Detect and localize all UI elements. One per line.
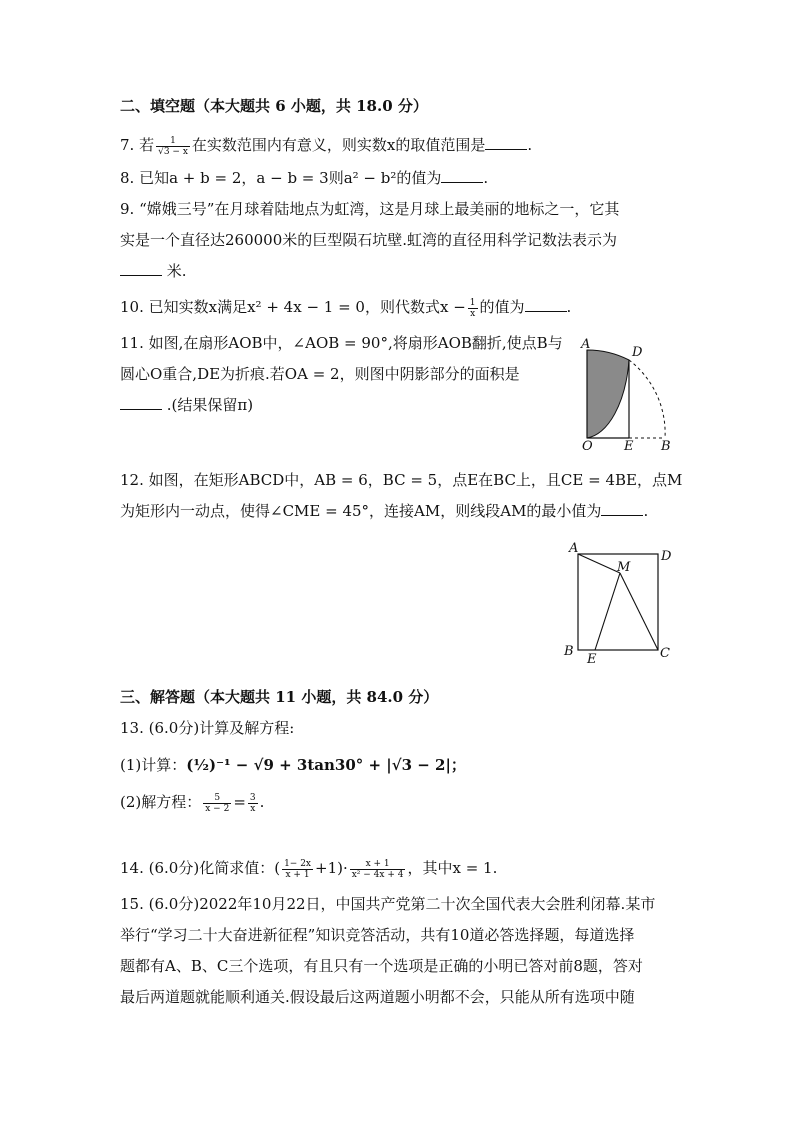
question-number: 7. [120, 136, 135, 154]
rectangle-figure [562, 540, 680, 666]
fraction: $\frac{1}{x}$ [469, 297, 476, 319]
shaded-region [587, 350, 629, 438]
answer-blank [120, 395, 162, 410]
fraction: $\frac{x + 1}{\text{x² − 4x + 4}}$ [351, 858, 404, 880]
question-number: 9. [120, 200, 135, 218]
answer-blank [525, 297, 567, 312]
question-15-line-3: 题都有A、B、C三个选项，有且只有一个选项是正确的小明已答对前8题，答对 [120, 957, 643, 975]
segment-me [595, 573, 620, 650]
question-number: 10. [120, 298, 144, 316]
question-13-part-2: (2)解方程： $\frac{5}{x - 2}$ = $\frac{3}{x}$ . [120, 792, 265, 814]
question-15-line-2: 举行“学习二十大奋进新征程”知识竞答活动，共有10道必答选择题，每道选择 [120, 926, 635, 944]
answer-blank [601, 501, 643, 516]
arc-db [629, 360, 665, 438]
question-8: 8. 已知a + b = 2，a − b = 3则a² − b²的值为 . [120, 169, 489, 187]
question-10: 10. 已知实数x满足x² + 4x − 1 = 0，则代数式x − $\frac{1}{x}$ 的值为 . [120, 297, 572, 319]
question-9: 9. “嫦娥三号”在月球着陆地点为虹湾，这是月球上最美丽的地标之一，它其 [120, 200, 620, 218]
label-a: A [569, 541, 579, 556]
label-d: D [632, 345, 643, 360]
label-b: B [661, 439, 671, 454]
section-title-answer: 三、解答题（本大题共 11 小题，共 84.0 分） [120, 688, 439, 706]
fraction: $\frac{3}{x}$ [249, 792, 256, 814]
question-number: 14. [120, 859, 144, 877]
label-b: B [564, 644, 574, 659]
label-e: E [587, 652, 597, 666]
question-number: 8. [120, 169, 135, 187]
fraction: $\frac{1}{√3 - x}$ [158, 135, 188, 157]
question-9-line-2: 实是一个直径达260000米的巨型陨石坑壁.虹湾的直径用科学记数法表示为 [120, 231, 618, 249]
label-d: D [661, 549, 672, 564]
label-m: M [617, 560, 631, 575]
question-13: 13. (6.0分)计算及解方程: [120, 719, 295, 737]
sector-figure [575, 336, 685, 454]
answer-blank [120, 261, 162, 276]
question-number: 11. [120, 334, 144, 352]
question-12: 12. 如图，在矩形ABCD中，AB = 6，BC = 5，点E在BC上，且CE = 4BE，点M [120, 471, 683, 489]
question-12-line-2: 为矩形内一动点，使得∠CME = 45°，连接AM，则线段AM的最小值为 . [120, 502, 649, 520]
answer-blank [485, 135, 527, 150]
question-11-line-2: 圆心O重合,DE为折痕.若OA = 2，则图中阴影部分的面积是 [120, 365, 520, 383]
question-9-line-3: 米. [120, 261, 187, 281]
question-number: 12. [120, 471, 144, 489]
label-a: A [581, 337, 591, 352]
question-number: 15. [120, 895, 144, 913]
question-7: 7. 若 $\frac{1}{√3 - x}$ 在实数范围内有意义，则实数x的取值范围是 . [120, 135, 533, 157]
label-e: E [624, 439, 634, 454]
segment-am [578, 554, 620, 573]
question-14: 14. (6.0分)化简求值：( $\frac{1- 2x}{x + 1}$ +1)· $\frac{x + 1}{\text{x² − 4x + 4}}$ ，其中x = 1. [120, 858, 498, 880]
section-title-fill: 二、填空题（本大题共 6 小题，共 18.0 分） [120, 97, 428, 115]
question-11: 11. 如图,在扇形AOB中，∠AOB = 90°,将扇形AOB翻折,使点B与 [120, 334, 563, 352]
label-c: C [660, 646, 670, 661]
question-13-part-1: (1)计算：(½)⁻¹ − √9 + 3tan30° + |√3 − 2|； [120, 756, 466, 774]
fraction: $\frac{5}{x - 2}$ [205, 792, 230, 814]
label-o: O [582, 439, 593, 454]
question-15-line-4: 最后两道题就能顺利通关.假设最后这两道题小明都不会，只能从所有选项中随 [120, 988, 635, 1006]
fraction: $\frac{1- 2x}{x + 1}$ [284, 858, 311, 880]
segment-mc [620, 573, 658, 650]
answer-blank [441, 168, 483, 183]
question-15: 15. (6.0分)2022年10月22日，中国共产党第二十次全国代表大会胜利闭幕.某市 [120, 895, 656, 913]
question-number: 13. [120, 719, 144, 737]
question-11-line-3: .(结果保留π) [120, 395, 253, 415]
